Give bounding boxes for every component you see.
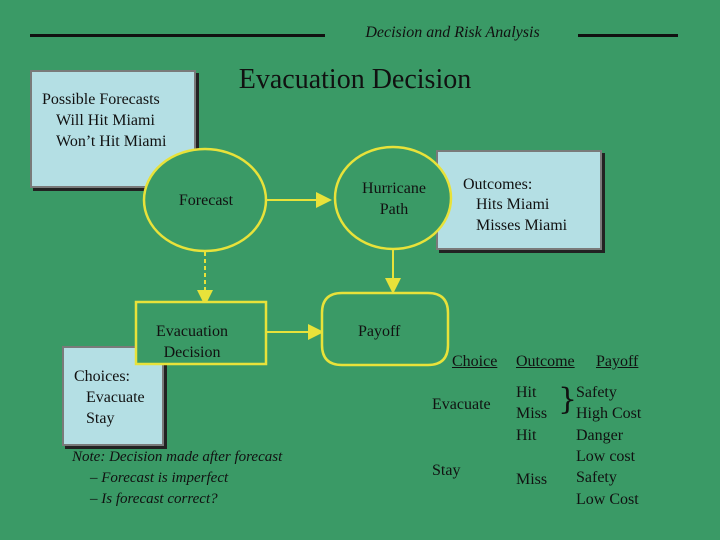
payoff-table-outcome-hit: Hit	[516, 384, 537, 401]
page-title: Evacuation Decision	[238, 64, 472, 95]
brace-glyph: }	[558, 382, 578, 417]
forecasts-box-item-hit: Will Hit Miami	[56, 112, 155, 129]
payoff-table-choice-stay: Stay	[432, 462, 461, 479]
payoff-table-payoff-danger: Danger	[576, 427, 624, 444]
payoff-table-outcome-hit-2: Hit	[516, 427, 537, 444]
payoff-table-outcome-miss: Miss	[516, 405, 548, 422]
payoff-table-payoff-low-cost: Low cost	[576, 448, 636, 465]
note-item-imperfect: – Forecast is imperfect	[90, 470, 229, 486]
choices-box-heading: Choices:	[74, 368, 130, 385]
payoff-table-header-choice: Choice	[452, 353, 498, 370]
payoff-table-header-payoff: Payoff	[596, 353, 639, 370]
choices-box-item-stay: Stay	[86, 410, 115, 427]
note-item-correct: – Is forecast correct?	[90, 491, 218, 507]
payoff-table-header-outcome: Outcome	[516, 353, 575, 370]
decision-node-label-line2: Decision	[163, 344, 221, 361]
header-title: Decision and Risk Analysis	[365, 24, 540, 41]
outcomes-box-heading: Outcomes:	[463, 176, 533, 193]
payoff-table-payoff-safety: Safety	[576, 384, 617, 401]
outcomes-box-item-misses: Misses Miami	[476, 217, 568, 234]
choices-box-item-evacuate: Evacuate	[86, 389, 145, 406]
payoff-table-outcome-miss-2: Miss	[516, 471, 548, 488]
hurricane-path-label-line1: Hurricane	[362, 180, 426, 197]
payoff-node-label: Payoff	[358, 323, 401, 340]
note-title: Note: Decision made after forecast	[72, 449, 283, 465]
payoff-table-payoff-low-cost-2: Low Cost	[576, 491, 639, 508]
outcomes-box-item-hits: Hits Miami	[476, 196, 550, 213]
decision-node-label-line1: Evacuation	[156, 323, 228, 340]
payoff-table-payoff-safety-2: Safety	[576, 469, 617, 486]
forecast-node-label: Forecast	[178, 192, 234, 209]
forecasts-box-heading: Possible Forecasts	[42, 91, 160, 108]
forecasts-box-item-miss: Won’t Hit Miami	[56, 133, 167, 150]
payoff-table-choice-evacuate: Evacuate	[432, 396, 491, 413]
hurricane-path-label-line2: Path	[379, 201, 409, 218]
payoff-table-payoff-high-cost: High Cost	[576, 405, 642, 422]
